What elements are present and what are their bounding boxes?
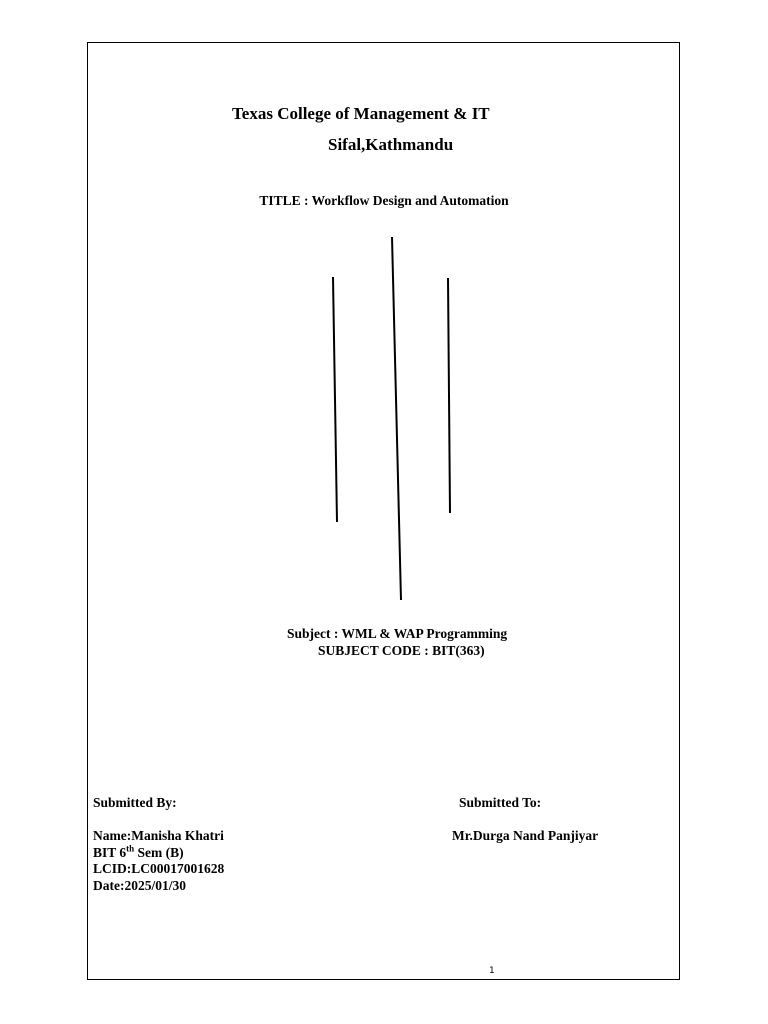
student-name: Name:Manisha Khatri [93, 828, 224, 843]
decorative-line-right [448, 278, 450, 513]
subject-code: SUBJECT CODE : BIT(363) [318, 643, 485, 658]
student-lcid: LCID:LC00017001628 [93, 861, 225, 876]
college-name: Texas College of Management & IT [232, 104, 490, 123]
teacher-name: Mr.Durga Nand Panjiyar [452, 828, 599, 843]
semester-rest: Sem (B) [134, 845, 184, 860]
page-number: 1 [489, 966, 495, 976]
subject-name: Subject : WML & WAP Programming [287, 626, 508, 641]
decorative-line-center [392, 237, 401, 600]
submitted-by-label: Submitted By: [93, 795, 177, 810]
semester-ordinal-suffix: th [126, 843, 135, 854]
submitted-to-label: Submitted To: [459, 795, 542, 810]
student-semester [93, 845, 184, 861]
decorative-line-left [333, 277, 337, 522]
college-location: Sifal,Kathmandu [328, 135, 454, 154]
semester-prefix: BIT 6 [93, 845, 127, 860]
submission-date: Date:2025/01/30 [93, 878, 186, 893]
project-title-text: TITLE : Workflow Design and Automation [259, 193, 509, 208]
